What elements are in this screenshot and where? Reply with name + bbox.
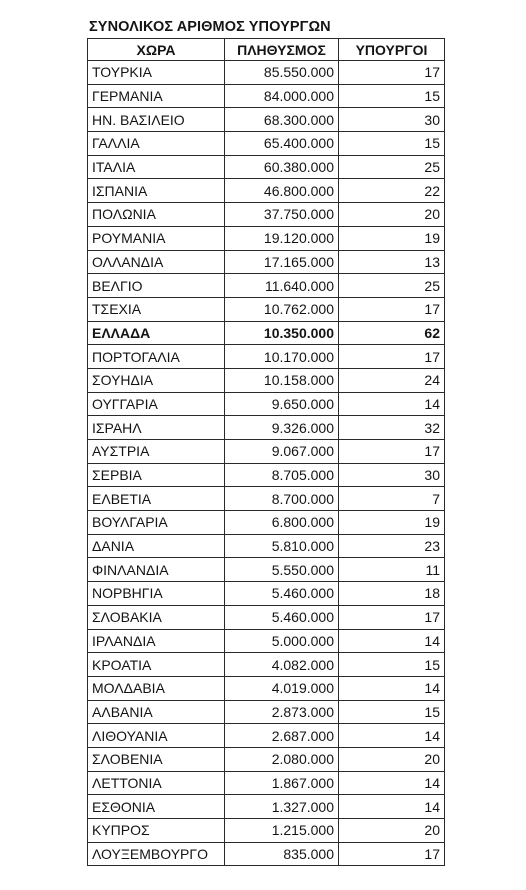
population-cell: 5.550.000 [225,558,339,582]
ministers-cell: 15 [339,653,445,677]
ministers-cell: 30 [339,463,445,487]
country-cell: ΜΟΛΔΑΒΙΑ [88,676,225,700]
ministers-cell: 19 [339,511,445,535]
country-cell: ΡΟΥΜΑΝΙΑ [88,226,225,250]
table-row [88,582,445,606]
ministers-table [87,38,445,866]
table-row [88,345,445,369]
table-row [88,321,445,345]
country-cell: ΣΕΡΒΙΑ [88,463,225,487]
table-row [88,534,445,558]
country-cell: ΟΛΛΑΝΔΙΑ [88,250,225,274]
table-row [88,132,445,156]
population-cell: 10.350.000 [225,321,339,345]
table-row [88,511,445,535]
document-title: ΣΥΝΟΛΙΚΟΣ ΑΡΙΘΜΟΣ ΥΠΟΥΡΓΩΝ [89,19,331,35]
table-row [88,297,445,321]
table-row [88,108,445,132]
country-cell: ΔΑΝΙΑ [88,534,225,558]
ministers-cell: 62 [339,321,445,345]
ministers-cell: 25 [339,155,445,179]
ministers-cell: 17 [339,61,445,85]
country-cell: ΦΙΝΛΑΝΔΙΑ [88,558,225,582]
ministers-cell: 15 [339,84,445,108]
table-row [88,440,445,464]
ministers-cell: 15 [339,132,445,156]
population-cell: 4.019.000 [225,676,339,700]
ministers-cell: 14 [339,676,445,700]
population-cell: 1.215.000 [225,819,339,843]
country-cell: ΣΛΟΒΕΝΙΑ [88,747,225,771]
population-cell: 5.460.000 [225,605,339,629]
table-row [88,700,445,724]
column-header-population: ΠΛΗΘΥΣΜΟΣ [225,39,339,61]
table-row [88,274,445,298]
table-row [88,558,445,582]
table-row [88,203,445,227]
ministers-cell: 14 [339,629,445,653]
population-cell: 4.082.000 [225,653,339,677]
table-row [88,463,445,487]
population-cell: 6.800.000 [225,511,339,535]
country-cell: ΤΣΕΧΙΑ [88,297,225,321]
ministers-cell: 13 [339,250,445,274]
table-row [88,416,445,440]
table-row [88,179,445,203]
population-cell: 9.326.000 [225,416,339,440]
country-cell: ΙΣΠΑΝΙΑ [88,179,225,203]
ministers-cell: 11 [339,558,445,582]
country-cell: ΠΟΡΤΟΓΑΛΙΑ [88,345,225,369]
population-cell: 84.000.000 [225,84,339,108]
population-cell: 37.750.000 [225,203,339,227]
table-body [88,61,445,866]
country-cell: ΕΛΛΑΔΑ [88,321,225,345]
population-cell: 9.650.000 [225,392,339,416]
country-cell: ΚΡΟΑΤΙΑ [88,653,225,677]
population-cell: 10.170.000 [225,345,339,369]
country-cell: ΙΣΡΑΗΛ [88,416,225,440]
ministers-cell: 20 [339,203,445,227]
country-cell: ΛΕΤΤΟΝΙΑ [88,771,225,795]
country-cell: ΠΟΛΩΝΙΑ [88,203,225,227]
population-cell: 2.080.000 [225,747,339,771]
population-cell: 5.810.000 [225,534,339,558]
country-cell: ΙΤΑΛΙΑ [88,155,225,179]
ministers-cell: 32 [339,416,445,440]
population-cell: 60.380.000 [225,155,339,179]
ministers-cell: 19 [339,226,445,250]
population-cell: 9.067.000 [225,440,339,464]
ministers-cell: 15 [339,700,445,724]
country-cell: ΛΙΘΟΥΑΝΙΑ [88,724,225,748]
table-row [88,155,445,179]
table-row [88,653,445,677]
ministers-cell: 24 [339,368,445,392]
country-cell: ΚΥΠΡΟΣ [88,819,225,843]
ministers-cell: 17 [339,842,445,866]
ministers-cell: 30 [339,108,445,132]
population-cell: 8.705.000 [225,463,339,487]
column-header-ministers: ΥΠΟΥΡΓΟΙ [339,39,445,61]
population-cell: 835.000 [225,842,339,866]
ministers-cell: 17 [339,440,445,464]
population-cell: 8.700.000 [225,487,339,511]
table-row [88,842,445,866]
country-cell: ΓΑΛΛΙΑ [88,132,225,156]
population-cell: 10.762.000 [225,297,339,321]
table-row [88,392,445,416]
population-cell: 68.300.000 [225,108,339,132]
country-cell: ΝΟΡΒΗΓΙΑ [88,582,225,606]
table-row [88,676,445,700]
ministers-cell: 14 [339,724,445,748]
ministers-cell: 17 [339,605,445,629]
ministers-cell: 20 [339,747,445,771]
table-row [88,487,445,511]
population-cell: 1.327.000 [225,795,339,819]
population-cell: 5.000.000 [225,629,339,653]
ministers-cell: 14 [339,771,445,795]
country-cell: ΙΡΛΑΝΔΙΑ [88,629,225,653]
table-row [88,819,445,843]
ministers-cell: 17 [339,297,445,321]
country-cell: ΛΟΥΞΕΜΒΟΥΡΓΟ [88,842,225,866]
country-cell: ΕΣΘΟΝΙΑ [88,795,225,819]
table-row [88,61,445,85]
country-cell: ΑΛΒΑΝΙΑ [88,700,225,724]
country-cell: ΒΕΛΓΙΟ [88,274,225,298]
ministers-cell: 23 [339,534,445,558]
country-cell: ΑΥΣΤΡΙΑ [88,440,225,464]
ministers-cell: 22 [339,179,445,203]
ministers-cell: 14 [339,795,445,819]
table-row [88,605,445,629]
table-row [88,629,445,653]
population-cell: 2.687.000 [225,724,339,748]
population-cell: 17.165.000 [225,250,339,274]
population-cell: 2.873.000 [225,700,339,724]
ministers-cell: 20 [339,819,445,843]
country-cell: ΗΝ. ΒΑΣΙΛΕΙΟ [88,108,225,132]
population-cell: 5.460.000 [225,582,339,606]
population-cell: 1.867.000 [225,771,339,795]
country-cell: ΣΛΟΒΑΚΙΑ [88,605,225,629]
country-cell: ΣΟΥΗΔΙΑ [88,368,225,392]
population-cell: 19.120.000 [225,226,339,250]
country-cell: ΟΥΓΓΑΡΙΑ [88,392,225,416]
ministers-cell: 25 [339,274,445,298]
table-row [88,747,445,771]
country-cell: ΓΕΡΜΑΝΙΑ [88,84,225,108]
ministers-cell: 14 [339,392,445,416]
ministers-cell: 17 [339,345,445,369]
table-row [88,795,445,819]
table-row [88,771,445,795]
country-cell: ΕΛΒΕΤΙΑ [88,487,225,511]
column-header-country: ΧΩΡΑ [88,39,225,61]
population-cell: 65.400.000 [225,132,339,156]
population-cell: 85.550.000 [225,61,339,85]
table-row [88,368,445,392]
country-cell: ΒΟΥΛΓΑΡΙΑ [88,511,225,535]
table-row [88,226,445,250]
country-cell: ΤΟΥΡΚΙΑ [88,61,225,85]
table-header-row [88,39,445,61]
table-row [88,84,445,108]
population-cell: 46.800.000 [225,179,339,203]
ministers-cell: 7 [339,487,445,511]
population-cell: 10.158.000 [225,368,339,392]
table-row [88,724,445,748]
table-row [88,250,445,274]
ministers-cell: 18 [339,582,445,606]
population-cell: 11.640.000 [225,274,339,298]
